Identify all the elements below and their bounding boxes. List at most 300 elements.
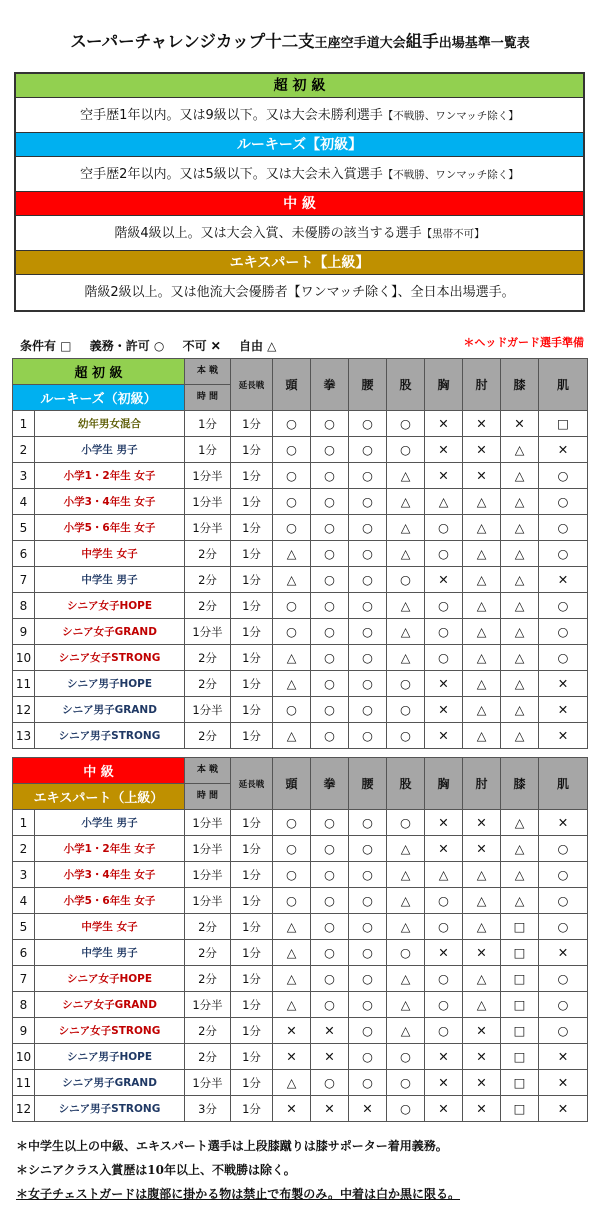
rule-mark: △ bbox=[501, 810, 539, 836]
extension-time: 1分 bbox=[231, 619, 273, 645]
rule-mark: ○ bbox=[539, 1018, 588, 1044]
rule-mark: ○ bbox=[387, 411, 425, 437]
rule-mark: ○ bbox=[387, 1070, 425, 1096]
rule-mark: ✕ bbox=[463, 1018, 501, 1044]
rule-mark: △ bbox=[387, 515, 425, 541]
table-beginner bbox=[12, 358, 588, 749]
rule-mark: ○ bbox=[349, 437, 387, 463]
extension-header: 延長戦 bbox=[231, 359, 273, 411]
rule-mark: ○ bbox=[425, 1018, 463, 1044]
rule-mark: □ bbox=[501, 1018, 539, 1044]
match-time-header: 本 戦 bbox=[185, 359, 231, 385]
row-number: 6 bbox=[13, 940, 35, 966]
division-name: シニア男子HOPE bbox=[35, 671, 185, 697]
rule-mark: ✕ bbox=[425, 463, 463, 489]
rule-mark: △ bbox=[501, 697, 539, 723]
extension-time: 1分 bbox=[231, 567, 273, 593]
row-number: 5 bbox=[13, 914, 35, 940]
rule-mark: ✕ bbox=[463, 836, 501, 862]
rule-mark: △ bbox=[273, 645, 311, 671]
page-title bbox=[0, 28, 600, 52]
target-header: 肌 bbox=[539, 359, 588, 411]
match-time-header-2: 時 間 bbox=[185, 784, 231, 810]
match-time: 2分 bbox=[185, 966, 231, 992]
rule-mark: ○ bbox=[311, 940, 349, 966]
match-time: 1分半 bbox=[185, 992, 231, 1018]
rule-mark: □ bbox=[501, 1070, 539, 1096]
rule-mark: ○ bbox=[425, 966, 463, 992]
rule-mark: ○ bbox=[349, 836, 387, 862]
legend-required: 義務・許可 ○ bbox=[89, 339, 165, 353]
extension-time: 1分 bbox=[231, 940, 273, 966]
rule-mark: △ bbox=[387, 862, 425, 888]
level-definitions bbox=[14, 72, 585, 312]
extension-time: 1分 bbox=[231, 645, 273, 671]
rule-mark: ○ bbox=[349, 1070, 387, 1096]
extension-time: 1分 bbox=[231, 1018, 273, 1044]
target-header: 肘 bbox=[463, 359, 501, 411]
table-row bbox=[13, 1044, 588, 1070]
rule-mark: ○ bbox=[349, 1044, 387, 1070]
division-name: シニア女子GRAND bbox=[35, 619, 185, 645]
rule-mark: ✕ bbox=[425, 836, 463, 862]
rule-mark: ○ bbox=[273, 836, 311, 862]
table-advanced bbox=[12, 757, 588, 1122]
extension-time: 1分 bbox=[231, 1096, 273, 1122]
rule-mark: △ bbox=[463, 489, 501, 515]
rule-mark: △ bbox=[501, 619, 539, 645]
match-time: 1分半 bbox=[185, 836, 231, 862]
target-header: 拳 bbox=[311, 758, 349, 810]
extension-time: 1分 bbox=[231, 411, 273, 437]
rule-mark: △ bbox=[501, 463, 539, 489]
match-time-header: 本 戦 bbox=[185, 758, 231, 784]
match-time: 2分 bbox=[185, 1018, 231, 1044]
rule-mark: ○ bbox=[311, 836, 349, 862]
rule-mark: ○ bbox=[539, 914, 588, 940]
title-event: 王座空手道大会 bbox=[314, 36, 406, 51]
target-header: 膝 bbox=[501, 758, 539, 810]
match-time: 2分 bbox=[185, 723, 231, 749]
rule-mark: ✕ bbox=[311, 1018, 349, 1044]
row-number: 2 bbox=[13, 437, 35, 463]
note-3: ＊女子チェストガードは腹部に掛かる物は禁止で布製のみ。中着は白か黒に限る。 bbox=[16, 1187, 461, 1201]
rule-mark: △ bbox=[463, 567, 501, 593]
match-time: 1分半 bbox=[185, 619, 231, 645]
level-header: 超 初 級 bbox=[16, 74, 583, 98]
division-name: 小学3・4年生 女子 bbox=[35, 489, 185, 515]
match-time: 1分半 bbox=[185, 515, 231, 541]
row-number: 1 bbox=[13, 810, 35, 836]
match-time: 2分 bbox=[185, 541, 231, 567]
table-row bbox=[13, 1018, 588, 1044]
rule-mark: ○ bbox=[349, 862, 387, 888]
category-header-2: エキスパート（上級） bbox=[13, 784, 185, 810]
row-number: 6 bbox=[13, 541, 35, 567]
target-header: 拳 bbox=[311, 359, 349, 411]
row-number: 4 bbox=[13, 888, 35, 914]
rule-mark: ○ bbox=[311, 914, 349, 940]
rule-mark: □ bbox=[501, 940, 539, 966]
rule-mark: ✕ bbox=[539, 437, 588, 463]
rule-mark: ○ bbox=[539, 966, 588, 992]
table-row bbox=[13, 966, 588, 992]
rule-mark: □ bbox=[501, 966, 539, 992]
match-time: 1分半 bbox=[185, 888, 231, 914]
rule-mark: ○ bbox=[349, 593, 387, 619]
target-header: 肌 bbox=[539, 758, 588, 810]
rule-mark: ✕ bbox=[425, 1096, 463, 1122]
table-row bbox=[13, 992, 588, 1018]
rule-mark: △ bbox=[387, 888, 425, 914]
table-row bbox=[13, 1070, 588, 1096]
rule-mark: ○ bbox=[349, 671, 387, 697]
rule-mark: ○ bbox=[311, 723, 349, 749]
rule-mark: ✕ bbox=[425, 671, 463, 697]
rule-mark: △ bbox=[463, 593, 501, 619]
rule-mark: ○ bbox=[349, 1018, 387, 1044]
target-header: 胸 bbox=[425, 359, 463, 411]
row-number: 10 bbox=[13, 645, 35, 671]
level-description-note: 【黒帯不可】 bbox=[421, 228, 485, 240]
level-description bbox=[16, 216, 583, 251]
table-row bbox=[13, 567, 588, 593]
division-name: 小学5・6年生 女子 bbox=[35, 888, 185, 914]
rule-mark: ○ bbox=[311, 515, 349, 541]
rule-mark: ○ bbox=[425, 914, 463, 940]
rule-mark: ✕ bbox=[463, 1044, 501, 1070]
table-row bbox=[13, 619, 588, 645]
rule-mark: △ bbox=[463, 888, 501, 914]
row-number: 7 bbox=[13, 567, 35, 593]
table-row bbox=[13, 723, 588, 749]
table-row bbox=[13, 515, 588, 541]
extension-time: 1分 bbox=[231, 515, 273, 541]
target-header: 胸 bbox=[425, 758, 463, 810]
rule-mark: ○ bbox=[273, 810, 311, 836]
table-row bbox=[13, 671, 588, 697]
table-row bbox=[13, 914, 588, 940]
rule-mark: ✕ bbox=[539, 1070, 588, 1096]
rule-mark: ○ bbox=[311, 697, 349, 723]
rule-mark: △ bbox=[463, 671, 501, 697]
rule-mark: ✕ bbox=[425, 567, 463, 593]
rule-mark: ○ bbox=[387, 671, 425, 697]
rule-mark: △ bbox=[425, 489, 463, 515]
rule-mark: ○ bbox=[387, 940, 425, 966]
rule-mark: ○ bbox=[425, 593, 463, 619]
row-number: 5 bbox=[13, 515, 35, 541]
legend-free: 自由 △ bbox=[238, 339, 277, 353]
rule-mark: ○ bbox=[311, 489, 349, 515]
rule-mark: ✕ bbox=[425, 810, 463, 836]
rule-mark: △ bbox=[501, 836, 539, 862]
rule-mark: ✕ bbox=[311, 1044, 349, 1070]
rule-mark: △ bbox=[273, 992, 311, 1018]
rule-mark: ○ bbox=[387, 697, 425, 723]
table-row bbox=[13, 437, 588, 463]
division-name: シニア女子HOPE bbox=[35, 966, 185, 992]
division-name: 中学生 男子 bbox=[35, 567, 185, 593]
rule-mark: ○ bbox=[311, 411, 349, 437]
rule-mark: △ bbox=[501, 723, 539, 749]
rule-mark: ○ bbox=[311, 888, 349, 914]
rule-mark: ○ bbox=[349, 940, 387, 966]
note-2: ＊シニアクラス入賞歴は10年以上、不戦勝は除く。 bbox=[16, 1163, 296, 1177]
rule-mark: ○ bbox=[311, 593, 349, 619]
rule-mark: ○ bbox=[425, 992, 463, 1018]
rule-mark: △ bbox=[463, 645, 501, 671]
rule-mark: ○ bbox=[273, 489, 311, 515]
target-header: 股 bbox=[387, 359, 425, 411]
match-time: 2分 bbox=[185, 914, 231, 940]
rule-mark: ○ bbox=[273, 593, 311, 619]
rule-mark: ✕ bbox=[425, 437, 463, 463]
match-time: 2分 bbox=[185, 940, 231, 966]
rule-mark: △ bbox=[463, 862, 501, 888]
rule-mark: ○ bbox=[311, 1070, 349, 1096]
division-name: 中学生 男子 bbox=[35, 940, 185, 966]
rule-mark: △ bbox=[273, 940, 311, 966]
rule-mark: ✕ bbox=[349, 1096, 387, 1122]
level-header: ルーキーズ【初級】 bbox=[16, 133, 583, 157]
note-1: ＊中学生以上の中級、エキスパート選手は上段膝蹴りは膝サポーター着用義務。 bbox=[16, 1139, 448, 1153]
division-name: シニア女子STRONG bbox=[35, 1018, 185, 1044]
rule-mark: ✕ bbox=[463, 1096, 501, 1122]
rule-mark: ○ bbox=[311, 671, 349, 697]
rule-mark: ✕ bbox=[539, 567, 588, 593]
table-row bbox=[13, 593, 588, 619]
level-description-text: 階級2級以上。又は他流大会優勝者【ワンマッチ除く】、全日本出場選手。 bbox=[84, 285, 515, 300]
rule-mark: ✕ bbox=[539, 1096, 588, 1122]
extension-time: 1分 bbox=[231, 1070, 273, 1096]
rule-mark: △ bbox=[387, 619, 425, 645]
rule-mark: ✕ bbox=[425, 1070, 463, 1096]
division-name: 幼年男女混合 bbox=[35, 411, 185, 437]
match-time: 2分 bbox=[185, 567, 231, 593]
rule-mark: △ bbox=[501, 862, 539, 888]
rule-mark: □ bbox=[501, 914, 539, 940]
rule-mark: ○ bbox=[349, 645, 387, 671]
rule-mark: ○ bbox=[349, 541, 387, 567]
level-description-text: 空手歴1年以内。又は9級以下。又は大会未勝利選手 bbox=[80, 108, 383, 123]
extension-time: 1分 bbox=[231, 1044, 273, 1070]
match-time: 2分 bbox=[185, 1044, 231, 1070]
table-row bbox=[13, 489, 588, 515]
rule-mark: ○ bbox=[273, 463, 311, 489]
division-name: シニア女子HOPE bbox=[35, 593, 185, 619]
rule-mark: ○ bbox=[387, 1096, 425, 1122]
level-header: エキスパート【上級】 bbox=[16, 251, 583, 275]
target-header: 膝 bbox=[501, 359, 539, 411]
rule-mark: △ bbox=[463, 515, 501, 541]
rule-mark: △ bbox=[501, 437, 539, 463]
notes bbox=[16, 1134, 460, 1206]
category-header: 超 初 級 bbox=[13, 359, 185, 385]
table-row bbox=[13, 697, 588, 723]
rule-mark: △ bbox=[273, 671, 311, 697]
division-name: シニア男子GRAND bbox=[35, 697, 185, 723]
row-number: 8 bbox=[13, 593, 35, 619]
row-number: 7 bbox=[13, 966, 35, 992]
extension-time: 1分 bbox=[231, 463, 273, 489]
match-time: 1分半 bbox=[185, 489, 231, 515]
level-description-text: 空手歴2年以内。又は5級以下。又は大会未入賞選手 bbox=[80, 167, 383, 182]
rule-mark: ○ bbox=[311, 966, 349, 992]
rule-mark: △ bbox=[273, 1070, 311, 1096]
rule-mark: ○ bbox=[425, 619, 463, 645]
match-time: 1分半 bbox=[185, 862, 231, 888]
rule-mark: ○ bbox=[349, 411, 387, 437]
rule-mark: ✕ bbox=[501, 411, 539, 437]
rule-mark: △ bbox=[387, 1018, 425, 1044]
rule-mark: ○ bbox=[349, 619, 387, 645]
match-time: 1分半 bbox=[185, 463, 231, 489]
division-name: 中学生 女子 bbox=[35, 541, 185, 567]
rule-mark: ✕ bbox=[463, 411, 501, 437]
division-name: シニア女子STRONG bbox=[35, 645, 185, 671]
row-number: 11 bbox=[13, 671, 35, 697]
table-row bbox=[13, 862, 588, 888]
match-time: 1分 bbox=[185, 437, 231, 463]
rule-mark: ○ bbox=[539, 593, 588, 619]
rule-mark: ○ bbox=[387, 723, 425, 749]
rule-mark: ✕ bbox=[425, 697, 463, 723]
rule-mark: ✕ bbox=[539, 1044, 588, 1070]
table-row bbox=[13, 411, 588, 437]
rule-mark: △ bbox=[463, 914, 501, 940]
rule-mark: ○ bbox=[349, 489, 387, 515]
level-description bbox=[16, 157, 583, 192]
row-number: 1 bbox=[13, 411, 35, 437]
extension-time: 1分 bbox=[231, 593, 273, 619]
match-time: 2分 bbox=[185, 593, 231, 619]
rule-mark: △ bbox=[501, 489, 539, 515]
extension-time: 1分 bbox=[231, 966, 273, 992]
division-name: 中学生 女子 bbox=[35, 914, 185, 940]
rule-mark: ○ bbox=[539, 489, 588, 515]
extension-time: 1分 bbox=[231, 810, 273, 836]
rule-mark: △ bbox=[463, 723, 501, 749]
target-header: 腰 bbox=[349, 758, 387, 810]
rule-mark: △ bbox=[387, 836, 425, 862]
rule-mark: △ bbox=[425, 862, 463, 888]
match-time: 1分 bbox=[185, 411, 231, 437]
rule-mark: △ bbox=[501, 593, 539, 619]
rule-mark: ○ bbox=[349, 723, 387, 749]
table-row bbox=[13, 541, 588, 567]
rule-mark: △ bbox=[387, 593, 425, 619]
rule-mark: ○ bbox=[387, 1044, 425, 1070]
rule-mark: △ bbox=[387, 966, 425, 992]
table-row bbox=[13, 836, 588, 862]
rule-mark: ○ bbox=[387, 567, 425, 593]
rule-mark: ○ bbox=[539, 619, 588, 645]
rule-mark: ○ bbox=[273, 888, 311, 914]
title-main: スーパーチャレンジカップ十二支 bbox=[70, 32, 315, 51]
level-description-note: 【不戦勝、ワンマッチ除く】 bbox=[382, 169, 519, 181]
rule-mark: ○ bbox=[311, 541, 349, 567]
rule-mark: ○ bbox=[387, 810, 425, 836]
rule-mark: ○ bbox=[273, 515, 311, 541]
rule-mark: ○ bbox=[539, 888, 588, 914]
division-name: 小学1・2年生 女子 bbox=[35, 836, 185, 862]
rule-mark: ○ bbox=[349, 888, 387, 914]
rule-mark: △ bbox=[387, 541, 425, 567]
rule-mark: □ bbox=[501, 1096, 539, 1122]
rule-mark: ✕ bbox=[539, 671, 588, 697]
match-time-header-2: 時 間 bbox=[185, 385, 231, 411]
division-name: 小学生 男子 bbox=[35, 437, 185, 463]
row-number: 12 bbox=[13, 697, 35, 723]
headgear-note: ＊ヘッドガード選手準備 bbox=[463, 336, 584, 349]
rule-mark: ✕ bbox=[539, 940, 588, 966]
rule-mark: ○ bbox=[349, 515, 387, 541]
rule-mark: △ bbox=[387, 914, 425, 940]
level-description bbox=[16, 275, 583, 310]
rule-mark: ○ bbox=[349, 810, 387, 836]
row-number: 9 bbox=[13, 619, 35, 645]
rule-mark: ○ bbox=[539, 515, 588, 541]
rule-mark: △ bbox=[501, 671, 539, 697]
rule-mark: ✕ bbox=[463, 463, 501, 489]
match-time: 2分 bbox=[185, 645, 231, 671]
rule-mark: ✕ bbox=[463, 437, 501, 463]
rule-mark: □ bbox=[501, 1044, 539, 1070]
division-name: シニア男子GRAND bbox=[35, 1070, 185, 1096]
rule-mark: ○ bbox=[273, 437, 311, 463]
extension-time: 1分 bbox=[231, 836, 273, 862]
rule-mark: ○ bbox=[273, 411, 311, 437]
table-row bbox=[13, 810, 588, 836]
title-kumite: 組手 bbox=[405, 32, 439, 51]
rule-mark: ○ bbox=[349, 697, 387, 723]
row-number: 13 bbox=[13, 723, 35, 749]
rule-mark: △ bbox=[463, 966, 501, 992]
division-name: シニア女子GRAND bbox=[35, 992, 185, 1018]
rule-mark: ✕ bbox=[539, 723, 588, 749]
division-name: 小学5・6年生 女子 bbox=[35, 515, 185, 541]
extension-time: 1分 bbox=[231, 888, 273, 914]
extension-time: 1分 bbox=[231, 862, 273, 888]
rule-mark: △ bbox=[463, 619, 501, 645]
match-time: 2分 bbox=[185, 671, 231, 697]
rule-mark: ✕ bbox=[273, 1044, 311, 1070]
rule-mark: ○ bbox=[539, 463, 588, 489]
rule-mark: △ bbox=[463, 541, 501, 567]
extension-time: 1分 bbox=[231, 541, 273, 567]
table-row bbox=[13, 1096, 588, 1122]
title-subtitle: 出場基準一覧表 bbox=[438, 36, 530, 51]
row-number: 11 bbox=[13, 1070, 35, 1096]
rule-mark: ○ bbox=[349, 463, 387, 489]
rule-mark: △ bbox=[387, 463, 425, 489]
level-description-text: 階級4級以上。又は大会入賞、未優勝の該当する選手 bbox=[114, 226, 422, 241]
rule-mark: ○ bbox=[349, 992, 387, 1018]
rule-mark: ✕ bbox=[463, 940, 501, 966]
rule-mark: ○ bbox=[539, 836, 588, 862]
extension-time: 1分 bbox=[231, 992, 273, 1018]
rule-mark: ○ bbox=[311, 862, 349, 888]
level-description-note: 【不戦勝、ワンマッチ除く】 bbox=[382, 110, 519, 122]
division-name: 小学生 男子 bbox=[35, 810, 185, 836]
rule-mark: ✕ bbox=[425, 1044, 463, 1070]
rule-mark: ○ bbox=[349, 914, 387, 940]
row-number: 3 bbox=[13, 862, 35, 888]
rule-mark: △ bbox=[273, 966, 311, 992]
row-number: 4 bbox=[13, 489, 35, 515]
category-header-2: ルーキーズ（初級） bbox=[13, 385, 185, 411]
